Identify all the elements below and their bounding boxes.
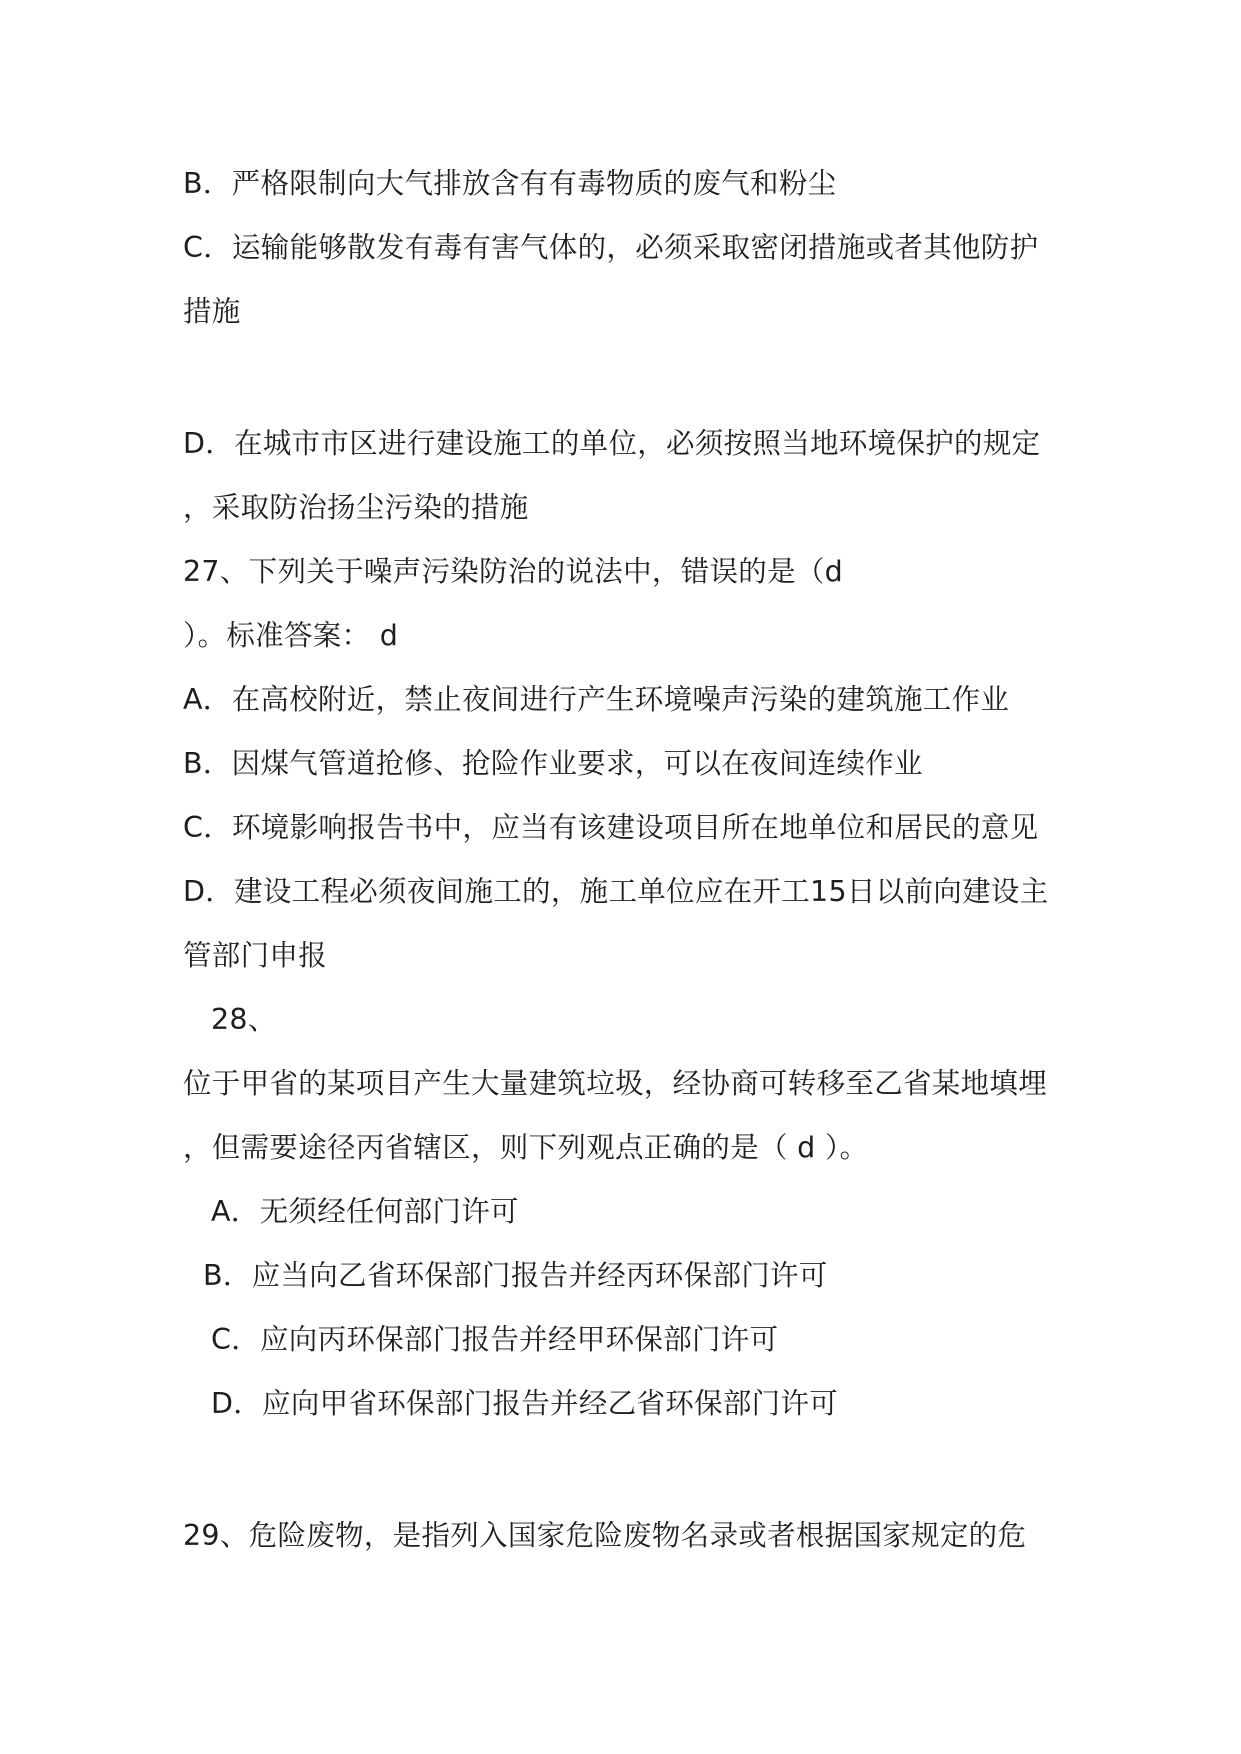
- question-29-stem: 29、危险废物，是指列入国家危险废物名录或者根据国家规定的危: [183, 1519, 1027, 1552]
- question-28-stem-continued: ，但需要途径丙省辖区，则下列观点正确的是（ d ）。: [183, 1131, 869, 1164]
- question-27-answer: ）。标准答案： d: [183, 619, 399, 652]
- q27-option-d-continued: 管部门申报: [183, 939, 328, 972]
- q28-option-d: D．应向甲省环保部门报告并经乙省环保部门许可: [211, 1387, 839, 1420]
- q28-option-b: B．应当向乙省环保部门报告并经丙环保部门许可: [203, 1259, 828, 1292]
- q26-option-c: C．运输能够散发有毒有害气体的，必须采取密闭措施或者其他防护: [183, 231, 1039, 264]
- q28-option-c: C．应向丙环保部门报告并经甲环保部门许可: [211, 1323, 779, 1356]
- q26-option-b: B．严格限制向大气排放含有有毒物质的废气和粉尘: [183, 167, 837, 200]
- question-28-number: 28、: [211, 1003, 277, 1036]
- q27-option-b: B．因煤气管道抢修、抢险作业要求，可以在夜间连续作业: [183, 747, 923, 780]
- q26-option-d-continued: ，采取防治扬尘污染的措施: [183, 491, 529, 524]
- q27-option-a: A．在高校附近，禁止夜间进行产生环境噪声污染的建筑施工作业: [183, 683, 1010, 716]
- q28-option-a: A．无须经任何部门许可: [211, 1195, 519, 1228]
- q27-option-d: D．建设工程必须夜间施工的，施工单位应在开工15日以前向建设主: [183, 875, 1049, 908]
- q26-option-d: D．在城市市区进行建设施工的单位，必须按照当地环境保护的规定: [183, 427, 1041, 460]
- question-27-stem: 27、下列关于噪声污染防治的说法中，错误的是（d: [183, 555, 844, 588]
- q27-option-c: C．环境影响报告书中，应当有该建设项目所在地单位和居民的意见: [183, 811, 1039, 844]
- q26-option-c-continued: 措施: [183, 295, 241, 328]
- question-28-stem: 位于甲省的某项目产生大量建筑垃圾，经协商可转移至乙省某地填埋: [183, 1067, 1048, 1100]
